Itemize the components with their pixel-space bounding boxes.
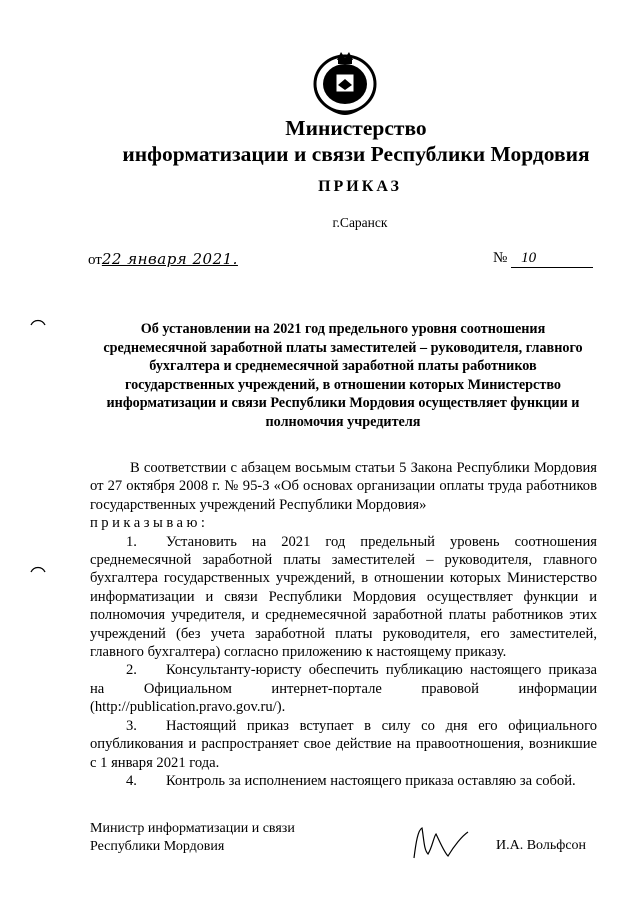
order-item bbox=[90, 661, 597, 716]
order-number bbox=[493, 250, 593, 268]
order-item bbox=[90, 533, 597, 662]
ministry-name-line1: Министерство bbox=[285, 116, 427, 140]
preamble-paragraph bbox=[90, 459, 597, 514]
date-prefix: от bbox=[88, 252, 102, 268]
signer-name: И.А. Вольфсон bbox=[496, 838, 587, 853]
order-word: приказываю: bbox=[90, 515, 209, 532]
order-item bbox=[90, 772, 597, 790]
item-number: 1. bbox=[126, 533, 137, 550]
order-body bbox=[90, 459, 597, 790]
handwritten-date: 22 января 2021. bbox=[101, 250, 238, 268]
document-type-title: ПРИКАЗ bbox=[318, 178, 402, 195]
item-number: 2. bbox=[126, 662, 137, 679]
item-text: Контроль за исполнением настоящего приказа оставляю за собой. bbox=[166, 772, 576, 789]
order-date bbox=[88, 250, 238, 269]
preamble-text: В соответствии с абзацем восьмым статьи 5 Закона Республики Мордовия от 27 октября 2008 г. № 95-З «Об основах организации оплаты труда работников государственных учреждений Республики Мордовия» bbox=[90, 460, 597, 513]
signer-position-line2: Республики Мордовия bbox=[90, 839, 225, 854]
handwritten-number: 10 bbox=[511, 250, 593, 268]
signer-position bbox=[90, 820, 295, 856]
item-number: 4. bbox=[126, 772, 137, 789]
city-label: г.Саранск bbox=[332, 215, 388, 230]
punch-hole-mark bbox=[30, 565, 46, 573]
order-subject-heading: Об установлении на 2021 год предельного уровня соотношения среднемесячной заработной платы заместителей – руководителя, главного бухгалтера и среднемесячной заработной платы работников государственных учреждений, в отношении которых Министерство информатизации и связи Республики Мордовия осуществляет функции и полномочия учредителя bbox=[103, 321, 583, 430]
punch-hole-mark bbox=[30, 318, 46, 326]
ministry-name-line2: информатизации и связи Республики Мордовия bbox=[122, 142, 590, 166]
handwritten-signature bbox=[408, 822, 472, 862]
order-item bbox=[90, 717, 597, 772]
item-number: 3. bbox=[126, 717, 137, 734]
item-text: Установить на 2021 год предельный уровень соотношения среднемесячной заработной платы заместителей – руководителя, главного бухгалтера государственных учреждений, в отношении которых Министерство информатизации и связи Республики Мордовия осуществляет функции и полномочия учредителя, и среднемесячной заработной платы работников этих учреждений (без учета заработной платы руководителя, его заместителей, главного бухгалтера) согласно приложению к настоящему приказу. bbox=[90, 533, 597, 661]
item-text: Настоящий приказ вступает в силу со дня его официального опубликования и распространяет свое действие на правоотношения, возникшие с 1 января 2021 года. bbox=[90, 717, 597, 771]
coat-of-arms-emblem bbox=[307, 44, 383, 116]
number-prefix: № bbox=[493, 250, 508, 266]
signer-position-line1: Министр информатизации и связи bbox=[90, 821, 295, 836]
item-text: Консультанту-юристу обеспечить публикацию настоящего приказа на Официальном интернет-портале правовой информации (http://publication.pravo.gov.ru/). bbox=[90, 662, 597, 716]
